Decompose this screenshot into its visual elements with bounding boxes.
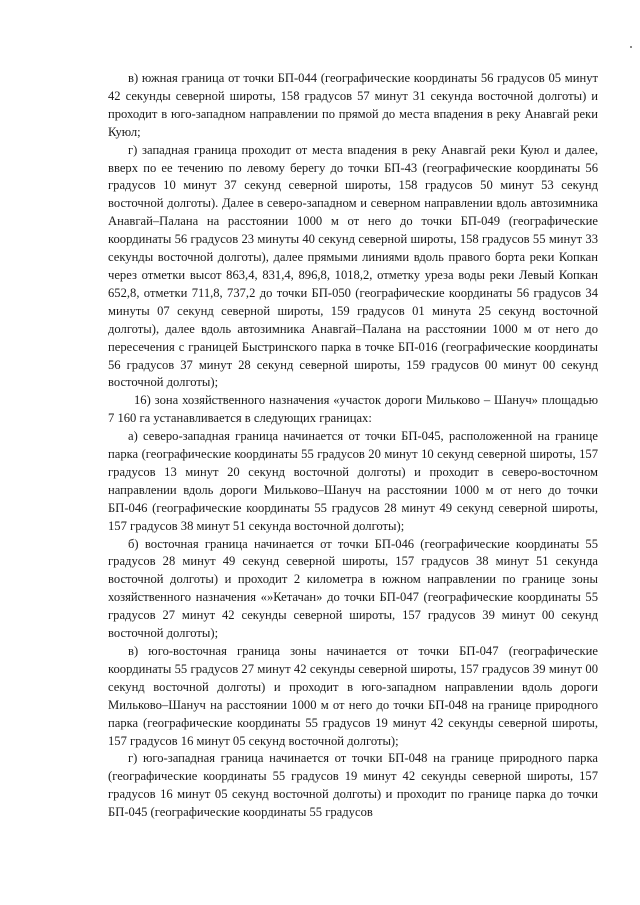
page-edge-mark	[630, 46, 632, 48]
paragraph-east-boundary: б) восточная граница начинается от точки БП-046 (географические координаты 55 градусов 28 минут 49 секунд северной широты, 157 градусов 38 минут 51 секунда восточной долготы) и проходит 2 километра в южном направлении по границе зоны хозяйственного назначения «»Кетачан» до точки БП-047 (географические координаты 55 градусов 27 минут 42 секунды северной широты, 157 градусов 39 минут 00 секунд восточной долготы);	[108, 536, 598, 641]
document-body	[108, 70, 598, 822]
paragraph-southeast-boundary: в) юго-восточная граница зоны начинается от точки БП-047 (географические координаты 55 градусов 27 минут 42 секунды северной широты, 157 градусов 39 минут 00 секунд восточной долготы) и проходит в юго-западном направлении вдоль дороги Мильково–Шануч на расстоянии 1000 м от него до точки БП-048 на границе природного парка (географические координаты 55 градусов 19 минут 42 секунды северной широты, 157 градусов 16 минут 05 секунд восточной долготы);	[108, 644, 598, 748]
paragraph-zone-16-heading: 16) зона хозяйственного назначения «участок дороги Мильково – Шануч» площадью 7 160 га устанавливается в следующих границах:	[108, 393, 598, 426]
paragraph-west-boundary: г) западная граница проходит от места впадения в реку Анавгай реки Куюл и далее, вверх по ее течению по левому берегу до точки БП-43 (географические координаты 56 градусов 10 минут 37 секунд северной широты, 158 градусов 50 минут 53 секунд восточной долготы). Далее в северо-западном и северном направлении вдоль автозимника Анавгай–Палана на расстоянии 1000 м от него до точки БП-049 (географические координаты 56 градусов 23 минуты 40 секунд северной широты, 158 градусов 55 минут 33 секунды восточной долготы), далее прямыми линиями вдоль правого борта реки Копкан через отметки высот 863,4, 831,4, 896,8, 1018,2, отметку уреза воды реки Левый Копкан 652,8, отметки 711,8, 737,2 до точки БП-050 (географические координаты 56 градусов 34 минуты 07 секунд северной широты, 159 градусов 01 минута 25 секунд восточной долготы), далее вдоль автозимника Анавгай–Палана на расстоянии 1000 м от него до пересечения с границей Быстринского парка в точке БП-016 (географические координаты 56 градусов 37 минут 28 секунд северной широты, 159 градусов 00 минут 00 секунд восточной долготы);	[108, 142, 598, 390]
paragraph-south-boundary: в) южная граница от точки БП-044 (географические координаты 56 градусов 05 минут 42 секунды северной широты, 158 градусов 57 минут 31 секунда восточной долготы) и проходит в юго-западном направлении по прямой до места впадения в реку Анавгай реки Куюл;	[108, 71, 598, 139]
paragraph-northwest-boundary: а) северо-западная граница начинается от точки БП-045, расположенной на границе парка (географические координаты 55 градусов 20 минут 10 секунд северной широты, 157 градусов 13 минут 20 секунд восточной долготы) и проходит в северо-восточном направлении вдоль дороги Мильково–Шануч на расстоянии 1000 м от него до точки БП-046 (географические координаты 55 градусов 28 минут 49 секунд северной широты, 157 градусов 38 минут 51 секунда восточной долготы);	[108, 429, 598, 533]
paragraph-southwest-boundary: г) юго-западная граница начинается от точки БП-048 на границе природного парка (географические координаты 55 градусов 19 минут 42 секунды северной широты, 157 градусов 16 минут 05 секунд восточной долготы) и проходит по границе парка до точки БП-045 (географические координаты 55 градусов	[108, 751, 598, 820]
